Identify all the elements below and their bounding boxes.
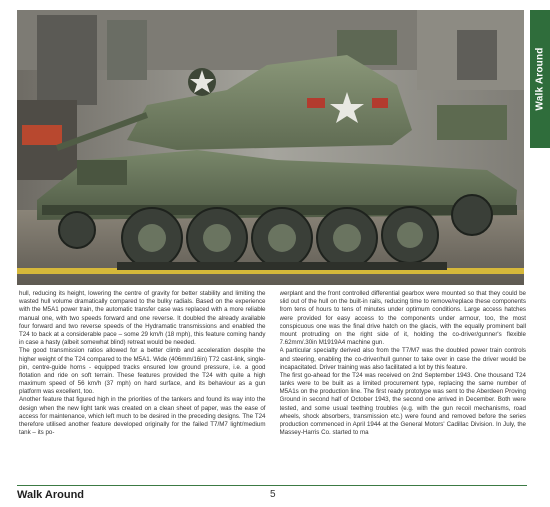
section-tab-label: Walk Around [534, 47, 546, 111]
paragraph: A particular specialty derived also from the T7/M7 was the doubled power train controls and steering, enabling the co-driver/hull gunner to take over in case the driver would be incapacitated. Driver training was also facilitated a lot by this feature. [279, 347, 526, 371]
paragraph: The good transmission ratios allowed for a better climb and acceleration despite the higher weight of the T24 compared to the M5A1. Wide (406mm/16in) T72 cast-link, single-pin, centre-guide horns - equipped tracks ensured low ground pressure, i.e. a good flotation and ride on soft terrain. These features provided the T24 with quite a high maximum speed of 56 km/h (37 mph) on hard surface, and its behaviour as a gun platform was excellent, too. [19, 347, 266, 396]
footer-section-title: Walk Around [17, 489, 85, 501]
article-body [19, 290, 526, 483]
section-tab [530, 10, 550, 148]
text-column-left [19, 290, 266, 483]
paragraph: Another feature that figured high in the priorities of the tankers and found its way into the design when the new light tank was created on a clean sheet of paper, was the ease of access for maintenance, which left much to be desired in the preceding designs. The T24 therefore utilised another feature developed originally for the failed T7/M7 light/medium tank – its po- [19, 396, 266, 437]
paragraph: The first go-ahead for the T24 was received on 2nd September 1943. One thousand T24 tanks were to be built as a limited procurement type, replacing the same number of M5A1s on the production line. The first ready prototype was sent to the Aberdeen Proving Ground in second half of October 1943, the second one arrived in December. Both were tested, and some usual teething troubles (e.g. with the gun recoil mechanisms, road wheels, shock absorbers, transmission etc.) were found and removed before the series production commenced in April 1944 at the General Motors' Cadillac Division. In July, the Massey-Harris Co. started to ma [279, 371, 526, 437]
tank-photo [17, 10, 524, 285]
paragraph: hull, reducing its height, lowering the centre of gravity for better stability and limiting the wasted hull volume dramatically compared to the bulky radials. Based on the experience with the M5A1 power train, the automatic transfer case was replaced with a more reliable manual one, with two speeds forward and one reverse. It doubled the already available four forward and two reverse speeds of the Hydramatic transmissions and enabled the T24 to back at a considerable pace – some 29 km/h (18 mph), this feature coming handy in case a hasty (albeit somewhat blind) retreat would be needed. [19, 290, 266, 347]
text-column-right [280, 290, 527, 483]
page-number: 5 [270, 489, 276, 500]
paragraph: werplant and the front controlled differential gearbox were mounted so that they could be slid out of the hull on the built-in rails, reducing time to remove/replace these components from tens of hours to tens of minutes under optimum conditions. Large access hatches were provided for easy access to the components under armour, too, the most conspicuous one was the final drive hatch on the glacis, with the equally prominent ball mount protruding on the right side of it, holding the co-driver/gunner's flexible 7.62mm/.30in M1919A4 machine gun. [279, 290, 526, 347]
footer-divider [17, 485, 527, 486]
